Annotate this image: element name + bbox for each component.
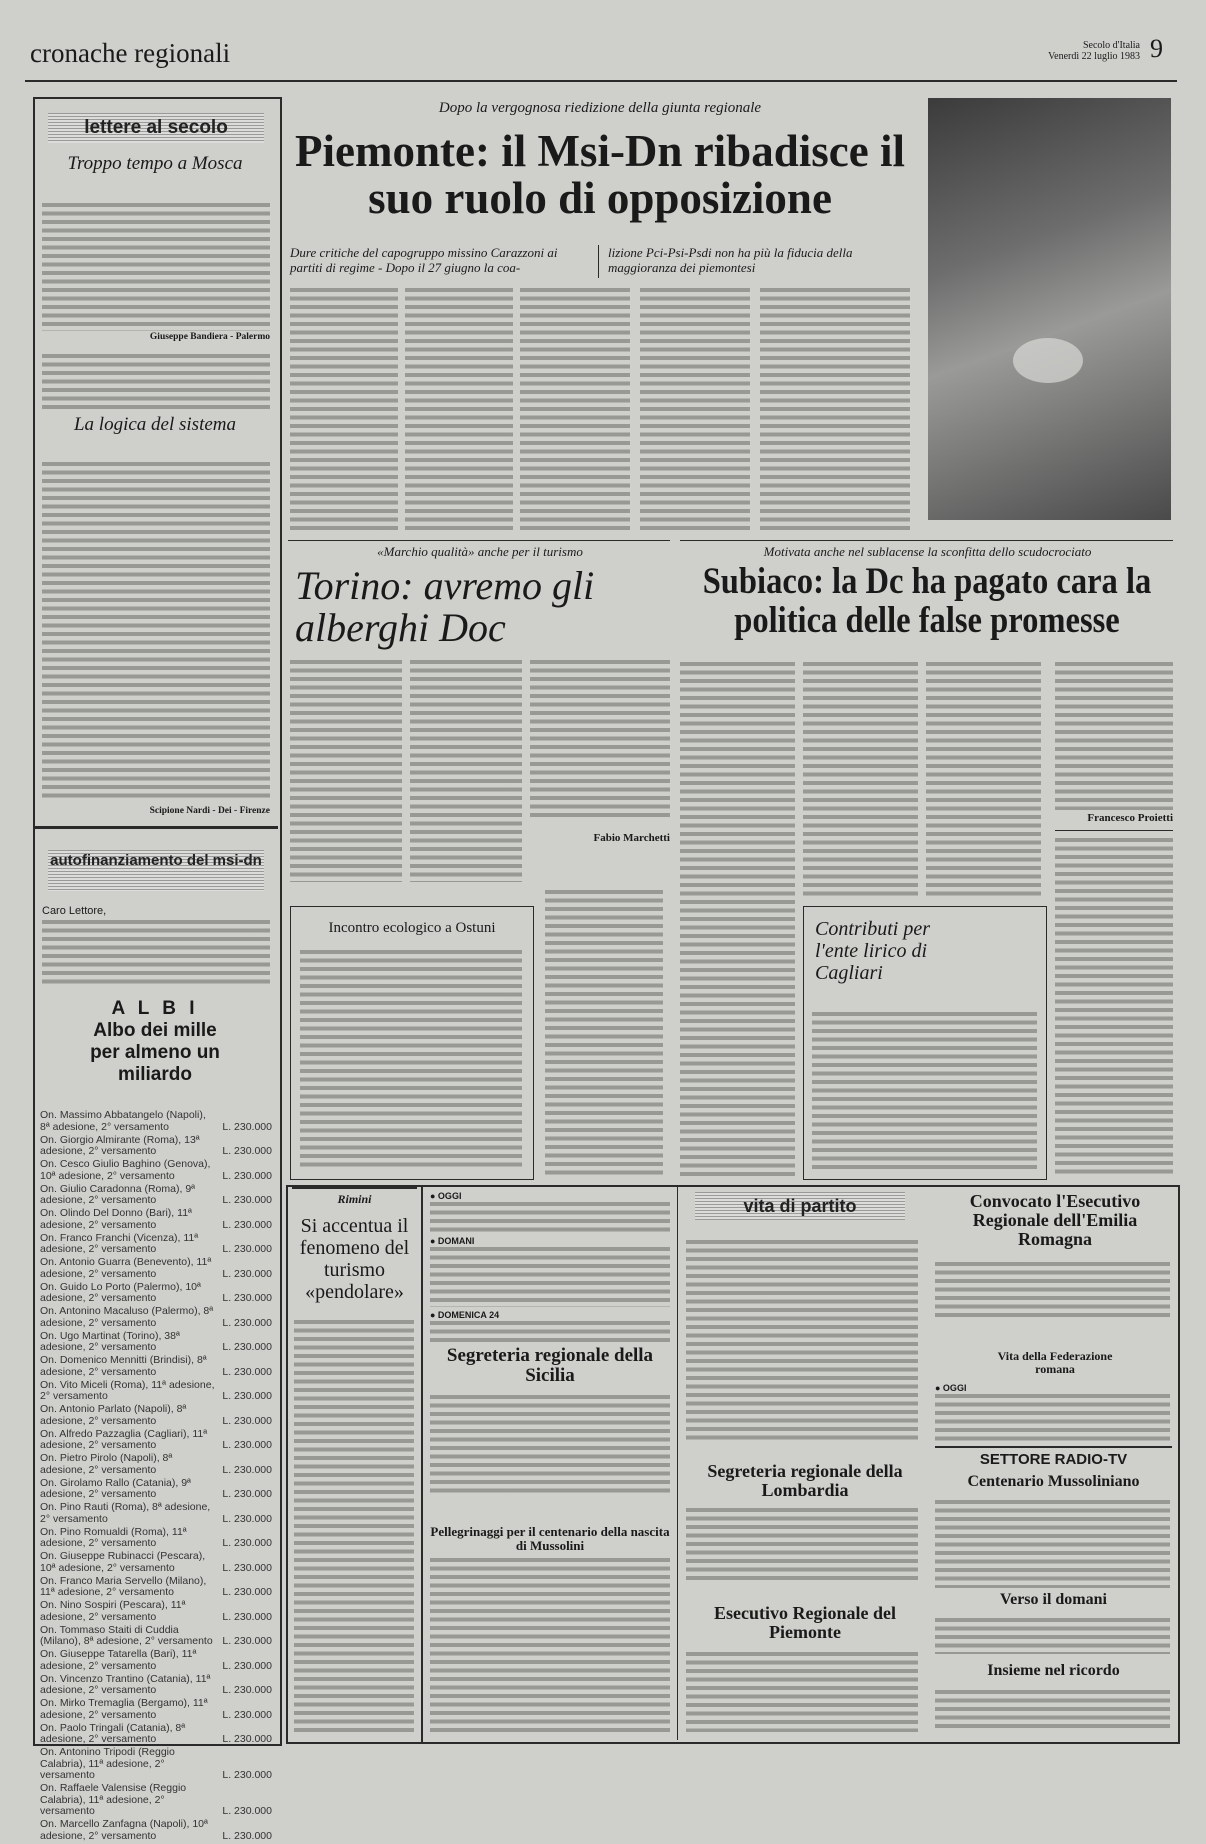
article-headline: Insieme nel ricordo <box>987 1662 1120 1679</box>
contribution-row <box>40 1110 272 1133</box>
contributor-name: On. Antonio Parlato (Napoli), 8ª adesione, 2° versamento <box>40 1403 187 1427</box>
contribution-amount: L. 230.000 <box>222 1292 272 1304</box>
contributor-name: On. Cesco Giulio Baghino (Genova), 10ª adesione, 2° versamento <box>40 1158 211 1182</box>
contribution-row <box>40 1527 272 1550</box>
contributor-name: On. Mirko Tremaglia (Bergamo), 11ª adesione, 2° versamento <box>40 1697 208 1721</box>
contribution-amount: L. 230.000 <box>222 1390 272 1402</box>
contribution-amount: L. 230.000 <box>222 1218 272 1231</box>
contribution-row <box>40 1600 272 1623</box>
article-kicker: «Marchio qualità» anche per il turismo <box>377 544 583 559</box>
article-body <box>294 1320 414 1735</box>
contribution-row <box>40 1306 272 1329</box>
agenda-oggi: ● OGGI <box>430 1191 462 1201</box>
divider <box>598 245 599 278</box>
page-number: 9 <box>1150 34 1163 63</box>
article-headline: Si accentua il fenomeno del turismo «pendolare» <box>299 1215 410 1303</box>
contributor-name: On. Antonio Guarra (Benevento), 11ª adesione, 2° versamento <box>40 1256 212 1280</box>
issue-date: Venerdì 22 luglio 1983 <box>1048 51 1140 62</box>
contributor-name: On. Antonino Tripodi (Reggio Calabria), 11ª adesione, 2° versamento <box>40 1746 175 1781</box>
box-title: Incontro ecologico a Ostuni <box>328 920 496 936</box>
article-body <box>760 288 910 533</box>
divider <box>935 1446 1172 1448</box>
contribution-row <box>40 1747 272 1782</box>
contributor-name: On. Nino Sospiri (Pescara), 11ª adesione, 2° versamento <box>40 1599 186 1623</box>
editor-reply <box>42 354 270 410</box>
article-signature: Francesco Proietti <box>1087 812 1173 824</box>
contribution-row <box>40 1478 272 1501</box>
article-body <box>803 662 918 898</box>
contribution-amount: L. 230.000 <box>222 1145 272 1157</box>
article-body <box>290 288 398 533</box>
contribution-row <box>40 1159 272 1182</box>
letter-title: La logica del sistema <box>73 414 237 435</box>
article-body <box>935 1262 1170 1318</box>
article-body <box>640 288 750 533</box>
article-kicker: Dopo la vergognosa riedizione della giunta regionale <box>438 100 762 116</box>
contribution-amount: L. 230.000 <box>222 1267 272 1280</box>
contribution-row <box>40 1355 272 1378</box>
contributor-name: On. Antonino Macaluso (Palermo), 8ª adesione, 2° versamento <box>40 1305 214 1329</box>
contribution-amount: L. 230.000 <box>222 1463 272 1476</box>
albi-title: Albo dei mille per almeno un miliardo <box>90 1020 220 1085</box>
contribution-amount: L. 230.000 <box>222 1769 272 1781</box>
letter-signature: Giuseppe Bandiera - Palermo <box>149 332 270 342</box>
article-headline: Segreteria regionale della Sicilia <box>446 1345 654 1386</box>
article-body <box>1055 662 1173 810</box>
letter-body <box>42 203 270 331</box>
article-body <box>680 662 795 1180</box>
contribution-amount: L. 230.000 <box>222 1610 272 1623</box>
contribution-row <box>40 1576 272 1599</box>
article-body <box>520 288 630 533</box>
article-body <box>935 1394 1170 1442</box>
article-body <box>686 1508 918 1583</box>
contributor-name: On. Paolo Tringali (Catania), 8ª adesione, 2° versamento <box>40 1721 186 1745</box>
contribution-list <box>40 1110 272 1844</box>
divider <box>292 1187 417 1189</box>
article-headline: Pellegrinaggi per il centenario della nascita di Mussolini <box>430 1524 670 1553</box>
divider <box>421 1187 423 1742</box>
contribution-amount: L. 230.000 <box>222 1684 272 1696</box>
contribution-row <box>40 1819 272 1842</box>
contribution-row <box>40 1674 272 1697</box>
agenda-oggi: ● OGGI <box>935 1383 967 1393</box>
article-subhead: lizione Pci-Psi-Psdi non ha più la fiducia della maggioranza dei piemontesi <box>608 245 853 275</box>
contribution-row <box>40 1625 272 1648</box>
contribution-amount: L. 230.000 <box>222 1169 272 1182</box>
contribution-amount: L. 230.000 <box>222 1488 272 1500</box>
contribution-amount: L. 230.000 <box>222 1659 272 1672</box>
article-headline: Segreteria regionale della Lombardia <box>707 1461 903 1500</box>
contribution-row <box>40 1233 272 1256</box>
contribution-amount: L. 230.000 <box>222 1829 272 1842</box>
article-signature: Fabio Marchetti <box>593 832 670 844</box>
divider <box>35 826 278 829</box>
contribution-row <box>40 1208 272 1231</box>
contribution-row <box>40 1257 272 1280</box>
article-body <box>935 1690 1170 1730</box>
contributor-name: On. Pino Romualdi (Roma), 11ª adesione, 2° versamento <box>40 1525 187 1549</box>
contribution-amount: L. 230.000 <box>222 1341 272 1353</box>
contributor-name: On. Giulio Caradonna (Roma), 9ª adesione, 2° versamento <box>40 1182 196 1206</box>
article-headline: Piemonte: il Msi-Dn ribadisce il suo ruolo di opposizione <box>295 126 905 224</box>
contribution-amount: L. 230.000 <box>222 1120 272 1133</box>
article-headline: Centenario Mussoliniano <box>967 1473 1140 1490</box>
contributor-name: On. Giuseppe Tatarella (Bari), 11ª adesione, 2° versamento <box>40 1648 197 1672</box>
fund-intro <box>42 920 270 984</box>
article-headline: Verso il domani <box>1000 1591 1107 1608</box>
agenda-domani: ● DOMANI <box>430 1236 475 1246</box>
box-title: Contributi per l'ente lirico di Cagliari <box>815 918 931 984</box>
contributor-name: On. Franco Maria Servello (Milano), 11ª adesione, 2° versamento <box>40 1574 207 1598</box>
article-body <box>405 288 513 533</box>
contribution-amount: L. 230.000 <box>222 1194 272 1206</box>
paper-name: Secolo d'Italia <box>1082 40 1140 51</box>
contributor-name: On. Franco Franchi (Vicenza), 11ª adesione, 2° versamento <box>40 1231 199 1255</box>
contributor-name: On. Domenico Mennitti (Brindisi), 8ª adesione, 2° versamento <box>40 1354 207 1378</box>
article-body <box>410 660 522 882</box>
contribution-row <box>40 1649 272 1672</box>
contribution-row <box>40 1380 272 1403</box>
contributor-name: On. Ugo Martinat (Torino), 38ª adesione, 2° versamento <box>40 1329 180 1353</box>
article-kicker: Motivata anche nel sublacense la sconfitta dello scudocrociato <box>763 544 1092 559</box>
contribution-row <box>40 1404 272 1427</box>
article-headline: Torino: avremo gli alberghi Doc <box>295 563 595 650</box>
contributor-name: On. Girolamo Rallo (Catania), 9ª adesione, 2° versamento <box>40 1476 191 1500</box>
contributor-name: On. Guido Lo Porto (Palermo), 10ª adesione, 2° versamento <box>40 1280 201 1304</box>
photo-fountain <box>1013 338 1083 383</box>
agenda-body <box>430 1247 670 1307</box>
contributor-name: On. Olindo Del Donno (Bari), 11ª adesione, 2° versamento <box>40 1207 192 1231</box>
contributor-name: On. Vincenzo Trantino (Catania), 11ª adesione, 2° versamento <box>40 1672 211 1696</box>
letter-title: Troppo tempo a Mosca <box>67 153 243 174</box>
article-body <box>812 1012 1037 1170</box>
article-kicker: Rimini <box>337 1192 372 1206</box>
contribution-amount: L. 230.000 <box>222 1733 272 1745</box>
contribution-amount: L. 230.000 <box>222 1414 272 1427</box>
article-body <box>1055 838 1173 1178</box>
letter-body <box>42 462 270 802</box>
contribution-row <box>40 1551 272 1574</box>
contributor-name: On. Pietro Pirolo (Napoli), 8ª adesione, 2° versamento <box>40 1452 173 1476</box>
contribution-amount: L. 230.000 <box>222 1805 272 1817</box>
contributor-name: On. Pino Rauti (Roma), 8ª adesione, 2° versamento <box>40 1501 211 1525</box>
vita-banner: vita di partito <box>695 1192 905 1220</box>
contribution-row <box>40 1429 272 1452</box>
article-headline: Vita della Federazione romana <box>997 1349 1113 1376</box>
masthead-info <box>1010 40 1140 62</box>
contribution-row <box>40 1331 272 1354</box>
contribution-amount: L. 230.000 <box>222 1365 272 1378</box>
article-body <box>686 1652 918 1732</box>
contribution-amount: L. 230.000 <box>222 1708 272 1721</box>
letters-banner: lettere al secolo <box>48 113 264 143</box>
article-body <box>935 1618 1170 1654</box>
agenda-body <box>430 1202 670 1232</box>
contribution-row <box>40 1135 272 1158</box>
contributor-name: On. Giuseppe Rubinacci (Pescara), 10ª adesione, 2° versamento <box>40 1550 206 1574</box>
contributor-name: On. Tommaso Staiti di Cuddia (Milano), 8ª adesione, 2° versamento <box>40 1623 213 1647</box>
article-body <box>430 1558 670 1733</box>
photo-palazzo <box>928 98 1171 520</box>
fund-banner: autofinanziamento del msi-dn <box>48 850 264 891</box>
contribution-row <box>40 1502 272 1525</box>
article-subhead: Dure critiche del capogruppo missino Carazzoni ai partiti di regime - Dopo il 27 giugno la coa- <box>290 245 558 275</box>
agenda-domenica: ● DOMENICA 24 <box>430 1310 500 1320</box>
article-headline: Esecutivo Regionale del Piemonte <box>714 1603 896 1642</box>
contributor-name: On. Massimo Abbatangelo (Napoli), 8ª adesione, 2° versamento <box>40 1109 206 1133</box>
contribution-amount: L. 230.000 <box>222 1243 272 1255</box>
divider <box>1055 830 1173 831</box>
contribution-amount: L. 230.000 <box>222 1316 272 1329</box>
albi-label: A L B I <box>111 998 199 1019</box>
article-headline: Convocato l'Esecutivo Regionale dell'Emilia Romagna <box>969 1191 1141 1249</box>
contribution-amount: L. 230.000 <box>222 1439 272 1451</box>
article-body <box>530 660 670 820</box>
contribution-row <box>40 1723 272 1746</box>
contribution-amount: L. 230.000 <box>222 1537 272 1549</box>
contributor-name: On. Marcello Zanfagna (Napoli), 10ª adesione, 2° versamento <box>40 1818 208 1842</box>
contribution-row <box>40 1282 272 1305</box>
article-headline: Subiaco: la Dc ha pagato cara la politica delle false promesse <box>702 561 1152 641</box>
header-rule <box>25 80 1177 82</box>
contributor-name: On. Giorgio Almirante (Roma), 13ª adesione, 2° versamento <box>40 1133 200 1157</box>
article-body <box>430 1395 670 1495</box>
divider <box>677 1187 678 1740</box>
letter-signature: Scipione Nardi - Dei - Firenze <box>149 806 270 816</box>
contribution-amount: L. 230.000 <box>222 1512 272 1525</box>
article-body <box>545 890 663 1178</box>
article-body <box>290 660 402 882</box>
article-body <box>300 950 522 1168</box>
article-body <box>686 1240 918 1440</box>
article-body <box>926 662 1041 898</box>
article-body <box>935 1500 1170 1588</box>
contribution-row <box>40 1783 272 1818</box>
contribution-row <box>40 1453 272 1476</box>
divider <box>288 540 670 541</box>
contribution-row <box>40 1184 272 1207</box>
section-title: cronache regionali <box>30 38 231 68</box>
divider <box>680 540 1173 541</box>
contribution-amount: L. 230.000 <box>222 1561 272 1574</box>
contribution-amount: L. 230.000 <box>222 1586 272 1598</box>
contributor-name: On. Raffaele Valensise (Reggio Calabria), 11ª adesione, 2° versamento <box>40 1782 187 1817</box>
contributor-name: On. Vito Miceli (Roma), 11ª adesione, 2° versamento <box>40 1378 215 1402</box>
fund-greeting: Caro Lettore, <box>42 905 107 917</box>
contribution-row <box>40 1698 272 1721</box>
contribution-amount: L. 230.000 <box>222 1635 272 1647</box>
agenda-body <box>430 1321 670 1343</box>
contributor-name: On. Alfredo Pazzaglia (Cagliari), 11ª adesione, 2° versamento <box>40 1427 208 1451</box>
radiotv-banner: SETTORE RADIO-TV <box>979 1451 1128 1468</box>
